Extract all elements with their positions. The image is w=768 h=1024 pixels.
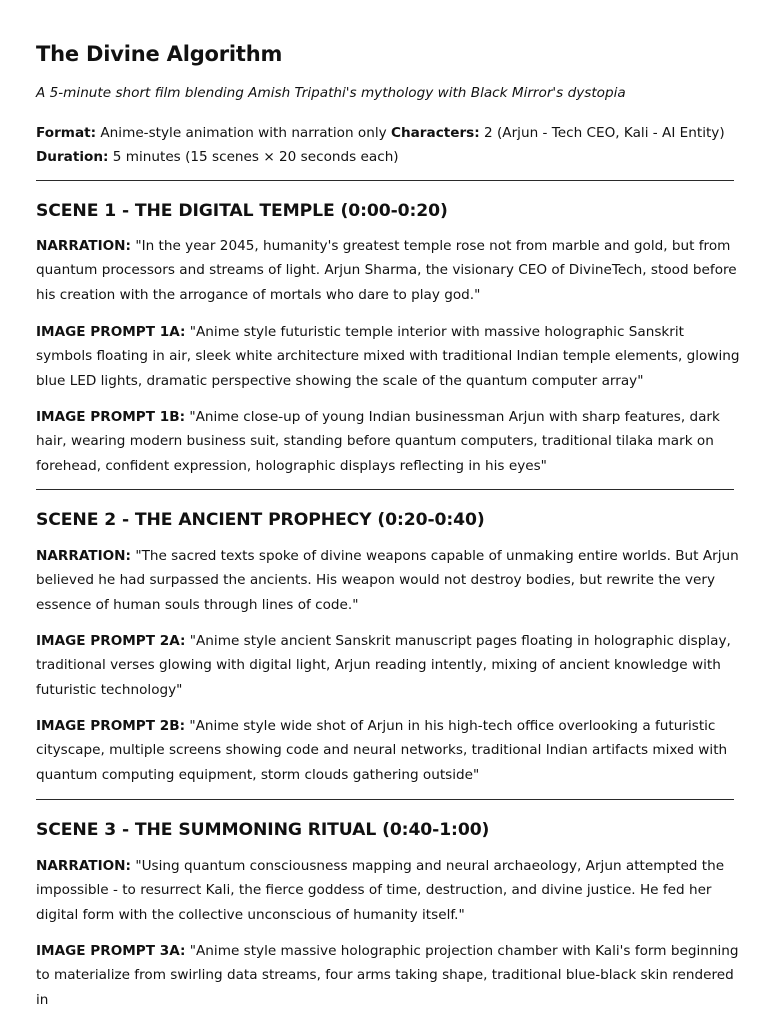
document-title: The Divine Algorithm	[36, 42, 283, 66]
narration-label: NARRATION:	[36, 548, 131, 564]
format-value: Anime-style animation with narration only	[96, 125, 391, 141]
narration-label: NARRATION:	[36, 238, 131, 254]
image-prompt-text: "Anime style futuristic temple interior with massive holographic Sanskrit symbols floating in air, sleek white architecture mixed with traditional Indian temple elements, glowing blue LED lights, dramatic perspective showing the scale of the quantum computer array"	[36, 324, 740, 389]
scene-2-image-prompt-a	[36, 629, 740, 702]
image-prompt-label: IMAGE PROMPT 1A:	[36, 324, 186, 340]
image-prompt-text: "Anime style massive holographic projection chamber with Kali's form beginning to materialize from swirling data streams, four arms taking shape, traditional blue-black skin rendered in	[36, 943, 739, 1008]
narration-text: "In the year 2045, humanity's greatest temple rose not from marble and gold, but from quantum processors and streams of light. Arjun Sharma, the visionary CEO of DivineTech, stood before his creation with the arrogance of mortals who dare to play god."	[36, 238, 737, 303]
section-divider	[36, 489, 734, 490]
format-label: Format:	[36, 125, 97, 141]
film-metadata	[36, 121, 736, 169]
section-divider	[36, 180, 734, 181]
narration-text: "The sacred texts spoke of divine weapons capable of unmaking entire worlds. But Arjun believed he had surpassed the ancients. His weapon would not destroy bodies, but rewrite the very essence of human souls through lines of code."	[36, 548, 739, 613]
scene-1-narration	[36, 234, 740, 307]
narration-label: NARRATION:	[36, 858, 131, 874]
image-prompt-label: IMAGE PROMPT 1B:	[36, 409, 186, 425]
scene-1-image-prompt-b	[36, 405, 740, 478]
narration-text: "Using quantum consciousness mapping and neural archaeology, Arjun attempted the impossible - to resurrect Kali, the fierce goddess of time, destruction, and divine justice. He fed her digital form with the collective unconscious of humanity itself."	[36, 858, 725, 923]
image-prompt-label: IMAGE PROMPT 2A:	[36, 633, 186, 649]
duration-value: 5 minutes (15 scenes × 20 seconds each)	[108, 149, 399, 165]
image-prompt-label: IMAGE PROMPT 2B:	[36, 718, 186, 734]
scene-1-heading: SCENE 1 - THE DIGITAL TEMPLE (0:00-0:20)	[36, 201, 448, 221]
scene-3-image-prompt-a	[36, 939, 740, 1012]
duration-label: Duration:	[36, 149, 109, 165]
characters-value: 2 (Arjun - Tech CEO, Kali - AI Entity)	[479, 125, 725, 141]
document-subtitle: A 5-minute short film blending Amish Tripathi's mythology with Black Mirror's dystopia	[36, 85, 626, 101]
characters-label: Characters:	[390, 125, 480, 141]
image-prompt-text: "Anime style wide shot of Arjun in his high-tech office overlooking a futuristic cityscape, multiple screens showing code and neural networks, traditional Indian artifacts mixed with quantum computing equipment, storm clouds gathering outside"	[36, 718, 728, 783]
scene-2-narration	[36, 544, 740, 617]
image-prompt-text: "Anime style ancient Sanskrit manuscript pages floating in holographic display, traditional verses glowing with digital light, Arjun reading intently, mixing of ancient knowledge with futuristic technology"	[36, 633, 731, 698]
scene-3-narration	[36, 854, 740, 927]
image-prompt-text: "Anime close-up of young Indian businessman Arjun with sharp features, dark hair, wearing modern business suit, standing before quantum computers, traditional tilaka mark on forehead, confident expression, holographic displays reflecting in his eyes"	[36, 409, 720, 474]
scene-2-image-prompt-b	[36, 714, 740, 787]
scene-2-heading: SCENE 2 - THE ANCIENT PROPHECY (0:20-0:40)	[36, 510, 485, 530]
scene-3-heading: SCENE 3 - THE SUMMONING RITUAL (0:40-1:00)	[36, 820, 490, 840]
section-divider	[36, 799, 734, 800]
image-prompt-label: IMAGE PROMPT 3A:	[36, 943, 186, 959]
scene-1-image-prompt-a	[36, 320, 740, 393]
